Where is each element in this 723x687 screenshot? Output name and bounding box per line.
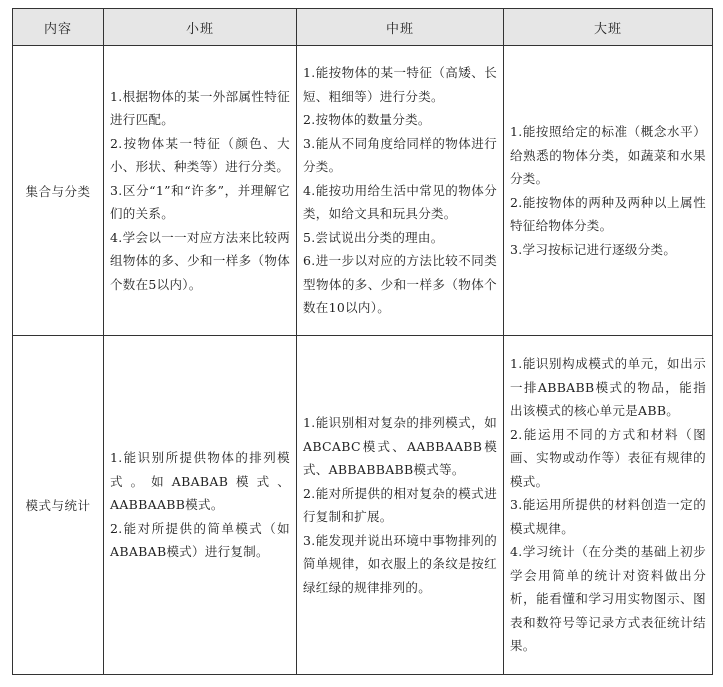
goal-item: 3.能从不同角度给同样的物体进行分类。	[303, 135, 497, 175]
curriculum-table	[12, 8, 713, 675]
cell-small-class	[104, 336, 297, 675]
table-row-classification	[13, 46, 713, 336]
table-row-patterns	[13, 336, 713, 675]
goal-item: 1.能识别所提供物体的排列模式。如ABABAB模式、AABBAABB模式。	[110, 450, 290, 513]
goal-item: 3.区分“1”和“许多”，并理解它们的关系。	[110, 182, 290, 222]
goal-item: 5.尝试说出分类的理由。	[303, 229, 444, 245]
cell-middle-class	[297, 46, 504, 336]
goal-item: 3.学习按标记进行逐级分类。	[510, 241, 677, 257]
goal-item: 2.按物体某一特征（颜色、大小、形状、种类等）进行分类。	[110, 135, 290, 175]
goal-item: 4.学会以一一对应方法来比较两组物体的多、少和一样多（物体个数在5以内）。	[110, 229, 290, 292]
cell-large-class	[504, 336, 713, 675]
goal-item: 2.能对所提供的简单模式（如ABABAB模式）进行复制。	[110, 520, 290, 560]
goal-item: 3.能发现并说出环境中事物排列的简单规律，如衣服上的条纹是按红绿红绿的规律排列的。	[303, 532, 497, 595]
goal-item: 1.能识别相对复杂的排列模式，如ABCABC模式、AABBAABB模式、ABBABBABB模式等。	[303, 415, 497, 477]
header-small-class: 小班	[104, 9, 297, 46]
header-topic: 内容	[13, 9, 104, 46]
goal-item: 4.学习统计（在分类的基础上初步学会用简单的统计对资料做出分析，能看懂和学习用实物图示、图表和数符号等记录方式表征统计结果。	[510, 544, 706, 654]
cell-middle-class	[297, 336, 504, 675]
goal-item: 1.能按物体的某一特征（高矮、长短、粗细等）进行分类。	[303, 65, 497, 104]
goal-item: 1.能按照给定的标准（概念水平）给熟悉的物体分类，如蔬菜和水果分类。	[510, 124, 706, 186]
goal-item: 2.能对所提供的相对复杂的模式进行复制和扩展。	[303, 485, 497, 524]
row-topic: 集合与分类	[13, 46, 104, 336]
row-topic: 模式与统计	[13, 336, 104, 675]
goal-item: 3.能运用所提供的材料创造一定的模式规律。	[510, 497, 706, 536]
goal-item: 1.根据物体的某一外部属性特征进行匹配。	[110, 88, 290, 128]
header-row	[13, 9, 713, 46]
cell-large-class	[504, 46, 713, 336]
cell-small-class	[104, 46, 297, 336]
goal-item: 2.能运用不同的方式和材料（图画、实物或动作等）表征有规律的模式。	[510, 426, 706, 489]
goal-item: 2.能按物体的两种及两种以上属性特征给物体分类。	[510, 194, 706, 233]
table-header	[13, 9, 713, 46]
header-large-class: 大班	[504, 9, 713, 46]
goal-item: 1.能识别构成模式的单元，如出示一排ABBABB模式的物品，能指出该模式的核心单元是ABB。	[510, 356, 706, 419]
goal-item: 4.能按功用给生活中常见的物体分类，如给文具和玩具分类。	[303, 182, 497, 222]
table-body	[13, 46, 713, 675]
header-middle-class: 中班	[297, 9, 504, 46]
goal-item: 6.进一步以对应的方法比较不同类型物体的多、少和一样多（物体个数在10以内）。	[303, 253, 497, 316]
goal-item: 2.按物体的数量分类。	[303, 112, 431, 128]
